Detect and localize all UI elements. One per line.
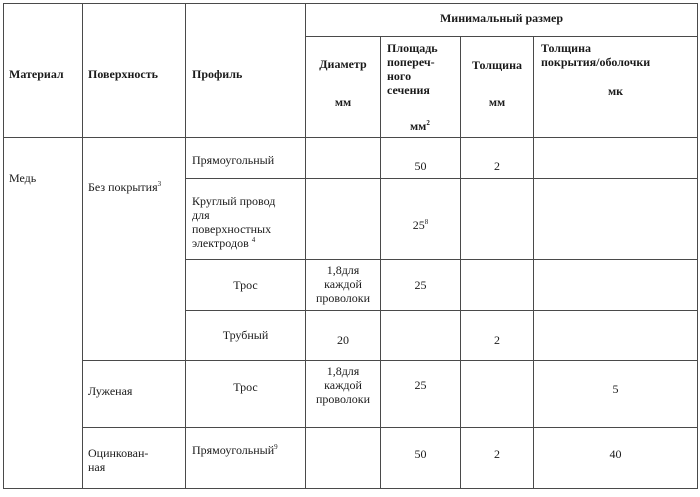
rule-top: [3, 3, 698, 4]
cell-r1-area: 50: [414, 159, 427, 173]
header-thickness: Толщина: [472, 58, 522, 72]
cell-r3-diameter: 1,8для каждой проволоки: [315, 263, 371, 305]
rule-col-surface: [82, 3, 83, 489]
rule-row5-bottom: [82, 427, 698, 428]
rule-min-size-bottom: [305, 36, 698, 37]
cell-surface-tinned: Луженая: [88, 384, 133, 398]
header-area: Площадь попереч- ного сечения: [387, 41, 438, 97]
rule-row4-bottom: [82, 360, 698, 361]
rule-col-profile: [185, 3, 186, 489]
rule-col-coating: [533, 36, 534, 489]
cell-r3-profile: Трос: [233, 278, 258, 292]
cell-r4-thickness: 2: [494, 333, 500, 347]
cell-r6-coating: 40: [609, 447, 622, 461]
header-thickness-unit: мм: [488, 95, 506, 109]
header-surface: Поверхность: [88, 67, 158, 81]
cell-r2-area: $25^8$: [412, 218, 429, 232]
header-coating-unit: мк: [607, 84, 624, 98]
cell-r6-thickness: 2: [494, 447, 500, 461]
header-area-unit: $мм^2$: [410, 119, 430, 133]
header-diameter-unit: мм: [334, 95, 352, 109]
cell-r5-coating: 5: [612, 382, 619, 396]
cell-r2-profile: Круглый провод для поверхностных электродов $^4$: [192, 194, 276, 250]
cell-material: Медь: [9, 171, 37, 185]
header-diameter: Диаметр: [319, 57, 367, 71]
cell-surface-galvanized: Оцинкован- ная: [88, 446, 149, 474]
rule-bottom: [3, 488, 698, 489]
rule-left: [3, 3, 4, 489]
cell-r3-area: 25: [414, 278, 427, 292]
cell-r5-diameter: 1,8для каждой проволоки: [315, 364, 371, 406]
header-min-size: Минимальный размер: [439, 11, 564, 25]
cell-r6-area: 50: [414, 447, 427, 461]
cell-r5-area: 25: [414, 378, 427, 392]
cell-r1-profile: Прямоугольный: [192, 153, 275, 167]
cell-r4-diameter: 20: [337, 333, 349, 347]
rule-row3-bottom: [185, 310, 698, 311]
cell-r6-profile: Прямоугольный$^9$: [192, 443, 278, 457]
rule-row1-bottom: [185, 178, 698, 179]
rule-right: [697, 3, 698, 489]
cell-r4-profile: Трубный: [222, 328, 269, 342]
rule-header-bottom: [3, 137, 698, 138]
rule-row2-bottom: [185, 259, 698, 260]
cell-r5-profile: Трос: [233, 380, 258, 394]
header-coating: Толщина покрытия/оболочки: [541, 41, 651, 69]
cell-r1-thickness: 2: [494, 159, 500, 173]
rule-col-diameter: [305, 3, 306, 489]
cell-surface-uncoated: Без покрытия$^3$: [88, 180, 162, 194]
header-profile: Профиль: [192, 67, 243, 81]
header-material: Материал: [9, 67, 64, 81]
rule-col-area: [380, 36, 381, 489]
